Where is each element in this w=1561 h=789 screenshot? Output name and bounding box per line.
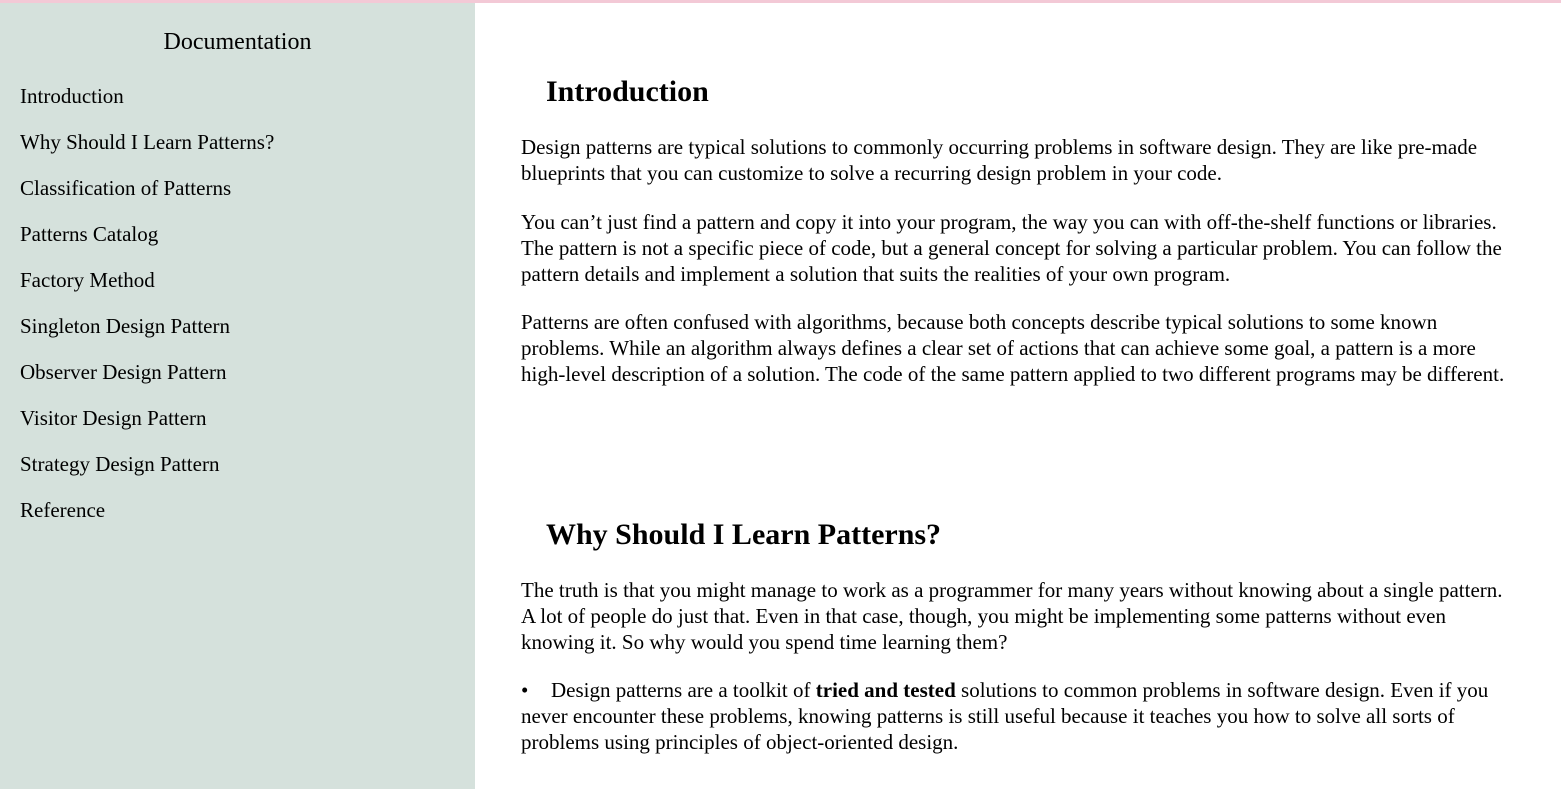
sidebar-item-factory-method [0,268,475,314]
paragraph: You can’t just find a pattern and copy it into your program, the way you can with off-the-shelf functions or libraries. The pattern is not a specific piece of code, but a general concept for solving a particular problem. You can follow the pattern details and implement a solution that suits the realities of your own program. [521,210,1502,286]
sidebar-item-observer-design-pattern [0,360,475,406]
nav-link-singleton-design-pattern[interactable]: Singleton Design Pattern [20,314,230,338]
section-title-introduction: Introduction [546,75,709,108]
sidebar-item-visitor-design-pattern [0,406,475,452]
sidebar-item-why-should-i-learn-patterns [0,130,475,176]
paragraph: Design patterns are typical solutions to commonly occurring problems in software design. They are like pre-made blueprints that you can customize to solve a recurring design problem in your code. [521,135,1478,185]
sidebar-item-singleton-design-pattern [0,314,475,360]
sidebar-nav [0,3,475,789]
sidebar-list [0,84,475,544]
bullet-list [521,677,1517,755]
nav-link-reference[interactable]: Reference [20,498,106,522]
nav-link-strategy-design-pattern[interactable]: Strategy Design Pattern [20,452,220,476]
sidebar-item-strategy-design-pattern [0,452,475,498]
list-item-bold-text: tried and tested [815,678,956,702]
nav-link-observer-design-pattern[interactable]: Observer Design Pattern [20,360,227,384]
section-title-why-should-i-learn-patterns: Why Should I Learn Patterns? [546,518,942,551]
list-item [521,677,1517,755]
sidebar-item-classification-of-patterns [0,176,475,222]
nav-link-patterns-catalog[interactable]: Patterns Catalog [20,222,159,246]
list-item-text-continued: solutions to common problems in software design. Even if you never encounter these problems, knowing patterns is still useful because it teaches you how to solve all sorts of problems using principles of object-oriented design. [521,678,1489,754]
sidebar-item-patterns-catalog [0,222,475,268]
nav-link-introduction[interactable]: Introduction [20,84,124,108]
list-item-text: Design patterns are a toolkit of [551,678,816,702]
main-doc [521,3,1517,789]
paragraph: The truth is that you might manage to work as a programmer for many years without knowing about a single pattern. A lot of people do just that. Even in that case, though, you might be implementing some patterns without even knowing it. So why would you spend time learning them? [521,578,1503,654]
nav-link-visitor-design-pattern[interactable]: Visitor Design Pattern [20,406,207,430]
sidebar-item-reference [0,498,475,544]
sidebar-item-introduction [0,84,475,130]
sidebar-header: Documentation [163,29,312,55]
bullet-icon: • [521,678,529,702]
nav-link-why-should-i-learn-patterns[interactable]: Why Should I Learn Patterns? [20,130,275,154]
nav-link-factory-method[interactable]: Factory Method [20,268,155,292]
nav-link-classification-of-patterns[interactable]: Classification of Patterns [20,176,232,200]
paragraph: Patterns are often confused with algorithms, because both concepts describe typical solutions to some known problems. While an algorithm always defines a clear set of actions that can achieve some goal, a pattern is a more high-level description of a solution. The code of the same pattern applied to two different programs may be different. [521,310,1505,386]
